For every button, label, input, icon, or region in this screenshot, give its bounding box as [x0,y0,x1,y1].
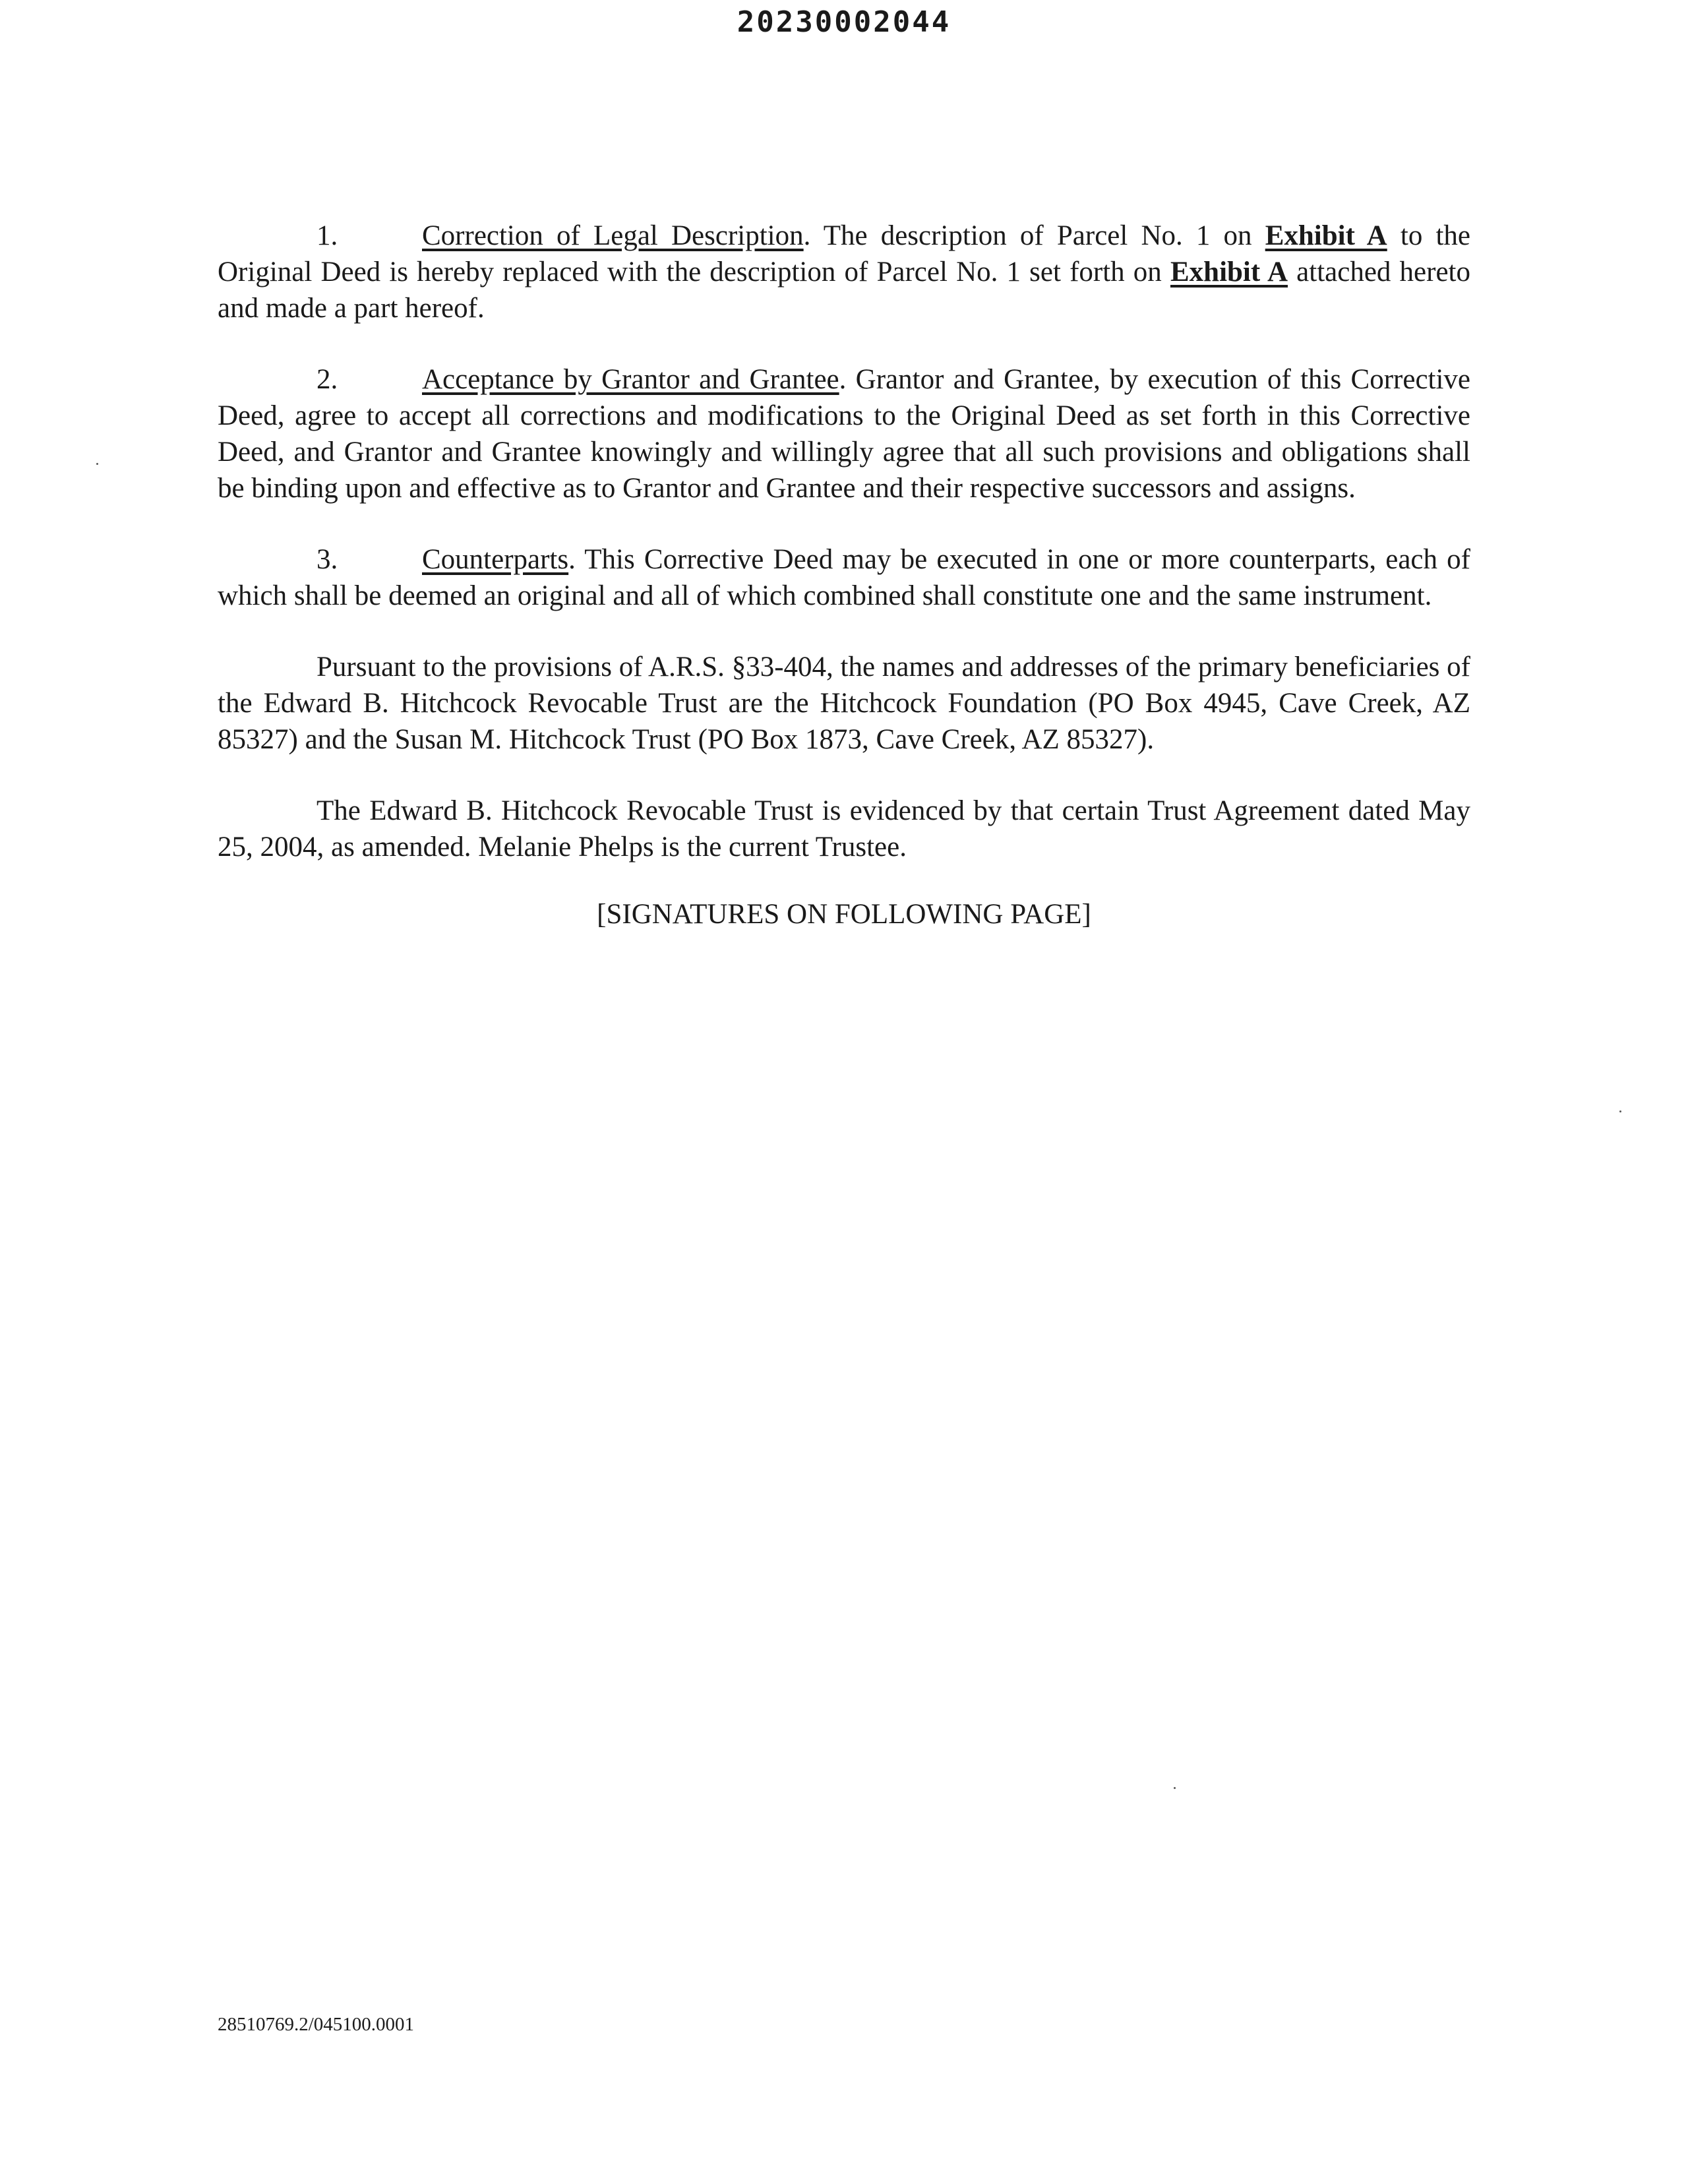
beneficiaries-paragraph: Pursuant to the provisions of A.R.S. §33-404, the names and addresses of the primary beneficiaries of the Edward B. Hitchcock Revocable Trust are the Hitchcock Foundation (PO Box 4945, Cave Creek, AZ 85327) and the Susan M. Hitchcock Trust (PO Box 1873, Cave Creek, AZ 85327). [218,652,1470,755]
section-2-paragraph [218,361,1470,506]
section-1-paragraph [218,218,1470,326]
section-2-number: 2. [316,364,338,395]
section-2-heading: Acceptance by Grantor and Grantee [422,364,839,395]
section-1-text-a: . The description of Parcel No. 1 on [803,220,1265,251]
scan-speck [1619,1110,1621,1112]
section-2-text: . Grantor and Grantee, by execution of this Corrective Deed, agree to accept all corrections and modifications to the Original Deed as set forth in this Corrective Deed, and Grantor and Grantee knowingly and willingly agree that all such provisions and obligations shall be binding upon and effective as to Grantor and Grantee and their respective successors and assigns. [218,364,1471,504]
exhibit-a-reference-2: Exhibit A [1170,257,1288,288]
section-3-number: 3. [316,544,338,575]
section-3-heading: Counterparts [422,544,569,575]
trust-paragraph: The Edward B. Hitchcock Revocable Trust is evidenced by that certain Trust Agreement dated May 25, 2004, as amended. Melanie Phelps is the current Trustee. [218,795,1470,863]
scan-speck [96,463,98,465]
section-1-text-b: to the Original Deed is hereby replaced with the description of Parcel No. 1 set forth on [218,220,1470,288]
exhibit-a-reference-1: Exhibit A [1265,220,1387,251]
recording-number: 20230002044 [737,5,951,39]
section-3-paragraph [218,541,1470,614]
document-reference-number: 28510769.2/045100.0001 [218,2014,415,2035]
section-3-text: . This Corrective Deed may be executed in one or more counterparts, each of which shall be deemed an original and all of which combined shall constitute one and the same instrument. [218,544,1470,611]
section-1-heading: Correction of Legal Description [422,220,804,251]
document-body [218,218,1470,961]
section-1-text-c: attached hereto and made a part hereof. [218,257,1470,324]
section-1-number: 1. [316,220,338,251]
signature-note: [SIGNATURES ON FOLLOWING PAGE] [597,899,1091,930]
scan-speck [1174,1787,1176,1789]
